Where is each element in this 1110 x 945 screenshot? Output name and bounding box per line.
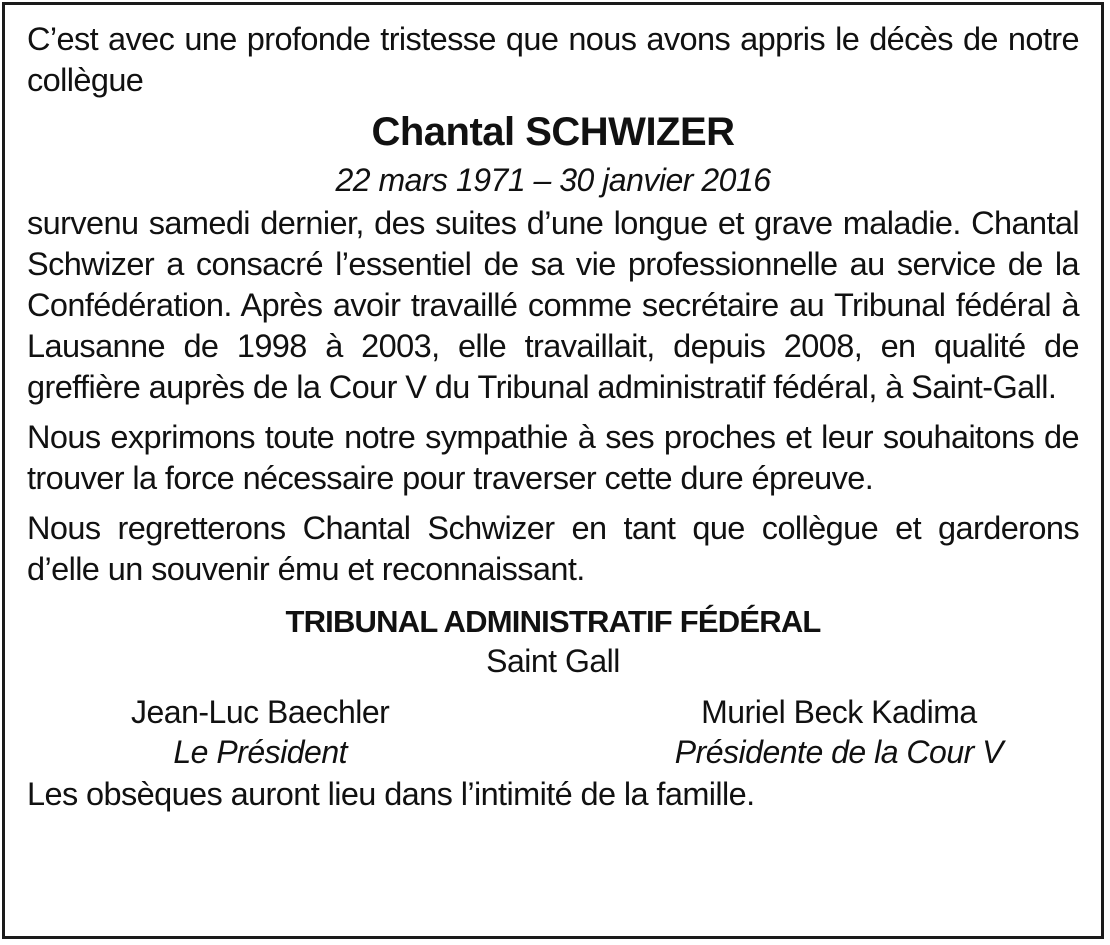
deceased-name: Chantal SCHWIZER bbox=[371, 110, 735, 154]
signatures bbox=[27, 692, 1079, 772]
body-paragraph-1: survenu samedi dernier, des suites d’une longue et grave maladie. Chantal Schwizer a consacré l’essentiel de sa vie professionnelle au service de la Confédération. Après avoir travaillé comme secrétaire au Tribunal fédéral à Lausanne de 1998 à 2003, elle travaillait, depuis 2008, en qualité de greffière auprès de la Cour V du Tribunal administratif fédéral, à Saint-Gall. bbox=[27, 205, 1079, 405]
obituary-notice bbox=[2, 2, 1104, 939]
life-dates: 22 mars 1971 – 30 janvier 2016 bbox=[335, 162, 771, 198]
organization-city: Saint Gall bbox=[486, 643, 620, 679]
signatory-role: Présidente de la Cour V bbox=[674, 734, 1003, 770]
signatory-name: Jean-Luc Baechler bbox=[131, 694, 390, 730]
signatory-role: Le Président bbox=[173, 734, 347, 770]
signatory-name: Muriel Beck Kadima bbox=[701, 694, 977, 730]
body-paragraph-2: Nous exprimons toute notre sympathie à ses proches et leur souhaitons de trouver la force nécessaire pour traverser cette dure épreuve. bbox=[27, 419, 1079, 496]
intro-text: C’est avec une profonde tristesse que nous avons appris le décès de notre collègue bbox=[27, 21, 1079, 98]
closing-text: Les obsèques auront lieu dans l’intimité de la famille. bbox=[27, 776, 755, 812]
signatory-court-president bbox=[675, 692, 1003, 772]
signatory-president bbox=[131, 692, 389, 772]
body-paragraph-3: Nous regretterons Chantal Schwizer en tant que collègue et garderons d’elle un souvenir ému et reconnaissant. bbox=[27, 510, 1079, 587]
organization-name: TRIBUNAL ADMINISTRATIF FÉDÉRAL bbox=[285, 604, 821, 639]
